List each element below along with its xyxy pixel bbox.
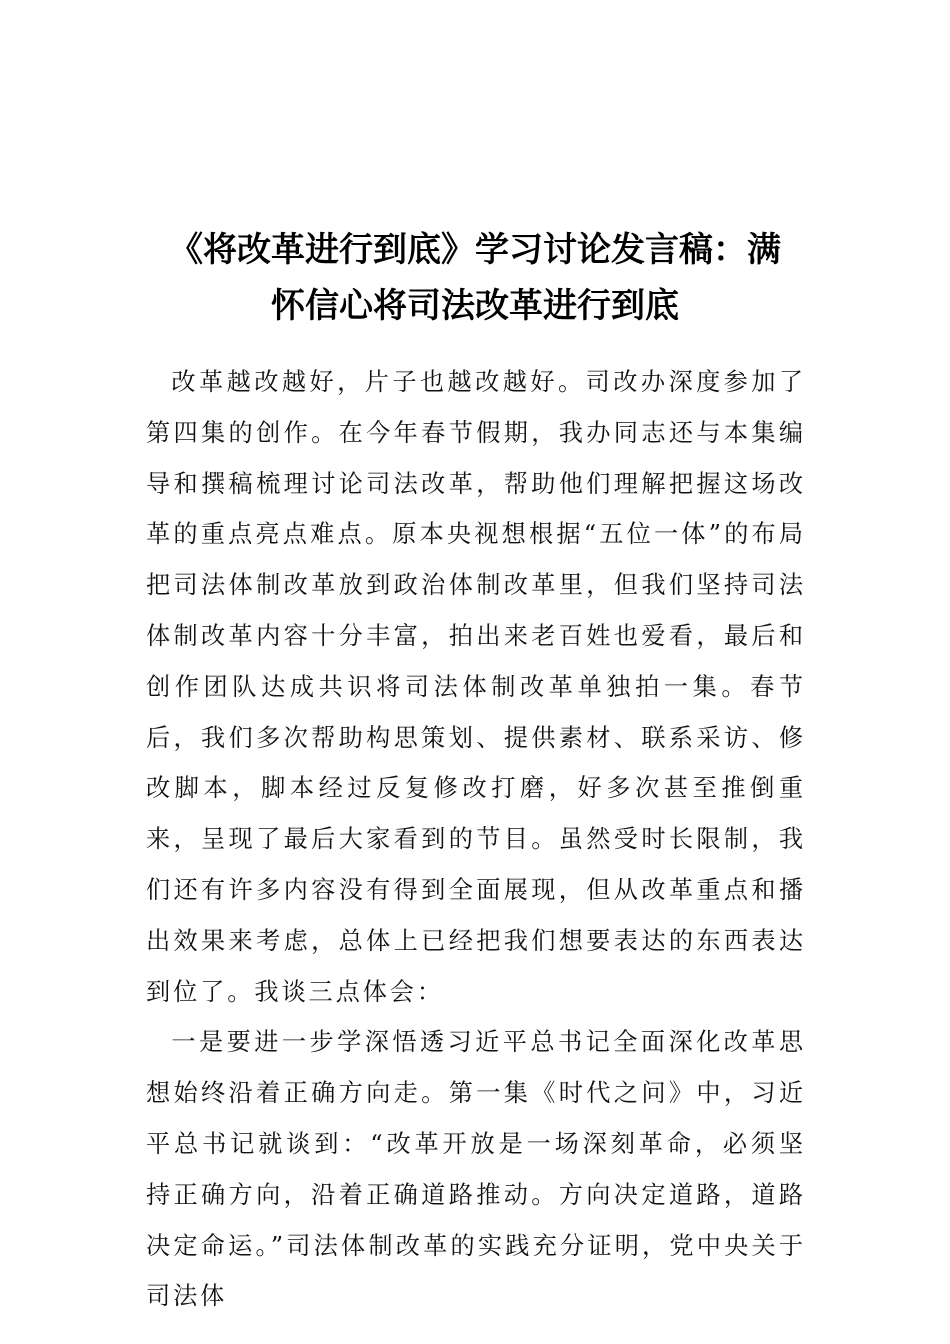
document-title (140, 222, 810, 334)
title-line-1: 《将改革进行到底》学习讨论发言稿：满 (169, 230, 781, 270)
document-body (146, 357, 806, 1322)
title-line-2: 怀信心将司法改革进行到底 (271, 286, 679, 326)
paragraph: 一是要进一步学深悟透习近平总书记全面深化改革思想始终沿着正确方向走。第一集《时代之问》中，习近平总书记就谈到：“改革开放是一场深刻革命，必须坚持正确方向，沿着正确道路推动。方向决定道路，道路决定命运。”司法体制改革的实践充分证明，党中央关于司法体 (146, 1028, 806, 1311)
paragraph: 改革越改越好，片子也越改越好。司改办深度参加了第四集的创作。在今年春节假期，我办同志还与本集编导和撰稿梳理讨论司法改革，帮助他们理解把握这场改革的重点亮点难点。原本央视想根据“五位一体”的布局把司法体制改革放到政治体制改革里，但我们坚持司法体制改革内容十分丰富，拍出来老百姓也爱看，最后和创作团队达成共识将司法体制改革单独拍一集。春节后，我们多次帮助构思策划、提供素材、联系采访、修改脚本，脚本经过反复修改打磨，好多次甚至推倒重来，呈现了最后大家看到的节目。虽然受时长限制，我们还有许多内容没有得到全面展现，但从改革重点和播出效果来考虑，总体上已经把我们想要表达的东西表达到位了。我谈三点体会： (146, 368, 806, 1006)
